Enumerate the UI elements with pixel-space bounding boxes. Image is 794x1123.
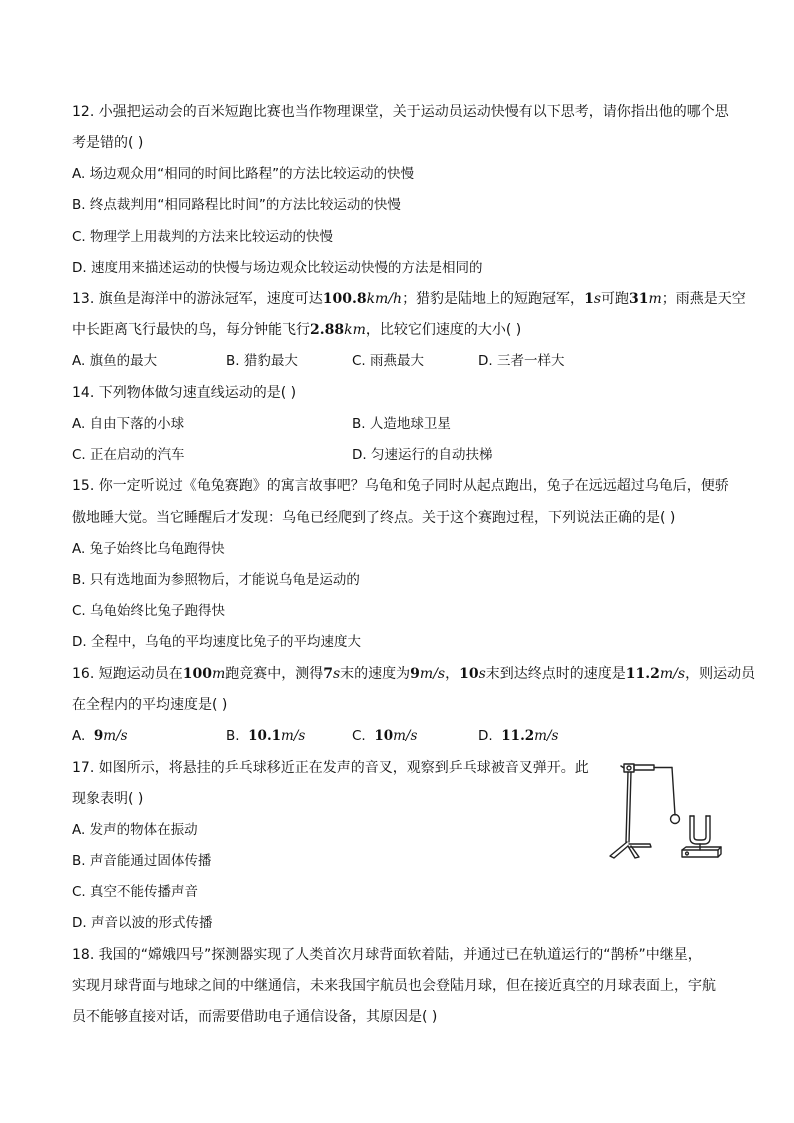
q15-stem-line2: 傲地睡大觉。当它睡醒后才发现：乌龟已经爬到了终点。关于这个赛跑过程，下列说法正确的是( ) [72,510,676,526]
pendulum-string [672,768,675,816]
q17-stem-line2: 现象表明( ) [72,791,144,807]
q15-stem-line1: 15. 你一定听说过《龟兔赛跑》的寓言故事吧？乌龟和兔子同时从起点跑出，兔子在远远超过乌龟后，便骄 [72,478,729,494]
q13-option-b: B. 猎豹最大 [226,353,298,369]
q16-option-b: B. 10.1m/s [226,728,306,744]
q13-option-d: D. 三者一样大 [478,353,565,369]
q17-option-d: D. 声音以波的形式传播 [72,915,213,931]
q12-stem-line2: 考是错的( ) [72,135,144,151]
stand-pole-edge [629,772,631,842]
q12-option-c: C. 物理学上用裁判的方法来比较运动的快慢 [72,229,334,245]
clamp-screw [627,766,631,770]
clamp-block [624,764,634,772]
stand-leg-front [628,846,639,858]
q15-option-c: C. 乌龟始终比兔子跑得快 [72,603,226,619]
stand-leg-right [629,844,651,847]
stand-leg-left [610,842,628,858]
q17-option-a: A. 发声的物体在振动 [72,822,198,838]
q14-options-row1 [72,414,722,434]
q12-option-a: A. 场边观众用“相同的时间比路程”的方法比较运动的快慢 [72,166,415,182]
q18-line2: 实现月球背面与地球之间的中继通信，未来我国宇航员也会登陆月球，但在接近真空的月球表面上，宇航 [72,978,716,994]
q16-stem-line1: 16. 短跑运动员在100m跑竞赛中，测得7s末的速度为9m/s，10s末到达终点时的速度是11.2m/s，则运动员 [72,666,756,682]
q13-options [72,351,722,371]
q15-option-a: A. 兔子始终比乌龟跑得快 [72,541,225,557]
ping-pong-ball [671,815,680,824]
q14-option-c: C. 正在启动的汽车 [72,447,185,463]
q18-line1: 18. 我国的“嫦娥四号”探测器实现了人类首次月球背面软着陆，并通过已在轨道运行的“鹊桥”中继星， [72,947,702,963]
tuning-fork-figure [602,758,730,868]
q14-option-b: B. 人造地球卫星 [352,416,451,432]
q15-option-b: B. 只有选地面为参照物后，才能说乌龟是运动的 [72,572,360,588]
q16-option-c: C. 10m/s [352,728,418,744]
q15-option-d: D. 全程中，乌龟的平均速度比兔子的平均速度大 [72,634,361,650]
q16-stem-line2: 在全程内的平均速度是( ) [72,697,228,713]
q17-option-b: B. 声音能通过固体传播 [72,853,212,869]
q18-line3: 员不能够直接对话，而需要借助电子通信设备，其原因是( ) [72,1009,438,1025]
fork-inner [694,816,706,840]
q17-option-c: C. 真空不能传播声音 [72,884,199,900]
clamp-arm [634,765,654,770]
q16-option-d: D. 11.2m/s [478,728,559,744]
q12-option-b: B. 终点裁判用“相同路程比时间”的方法比较运动的快慢 [72,197,401,213]
q13-stem-line2: 中长距离飞行最快的鸟，每分钟能飞行2.88km，比较它们速度的大小( ) [72,322,522,338]
q12-stem-line1: 12. 小强把运动会的百米短跑比赛也当作物理课堂，关于运动员运动快慢有以下思考，请你指出他的哪个思 [72,104,729,120]
q14-option-d: D. 匀速运行的自动扶梯 [352,447,493,463]
q14-stem: 14. 下列物体做匀速直线运动的是( ) [72,385,297,401]
q13-option-a: A. 旗鱼的最大 [72,353,158,369]
q13-option-c: C. 雨燕最大 [352,353,425,369]
q17-stem-line1: 17. 如图所示，将悬挂的乒乓球移近正在发声的音叉，观察到乒乓球被音叉弹开。此 [72,760,589,776]
q14-options-row2 [72,445,722,465]
q14-option-a: A. 自由下落的小球 [72,416,185,432]
stand-pole [626,772,628,842]
fork-base [682,850,718,857]
q13-stem-line1: 13. 旗鱼是海洋中的游泳冠军，速度可达100.8km/h；猎豹是陆地上的短跑冠军，1s可跑31m；雨燕是天空 [72,291,746,307]
fork-base-knob [686,852,689,855]
q12-option-d: D. 速度用来描述运动的快慢与场边观众比较运动快慢的方法是相同的 [72,260,483,276]
q16-option-a: A. 9m/s [72,728,128,744]
q16-options [72,726,722,746]
